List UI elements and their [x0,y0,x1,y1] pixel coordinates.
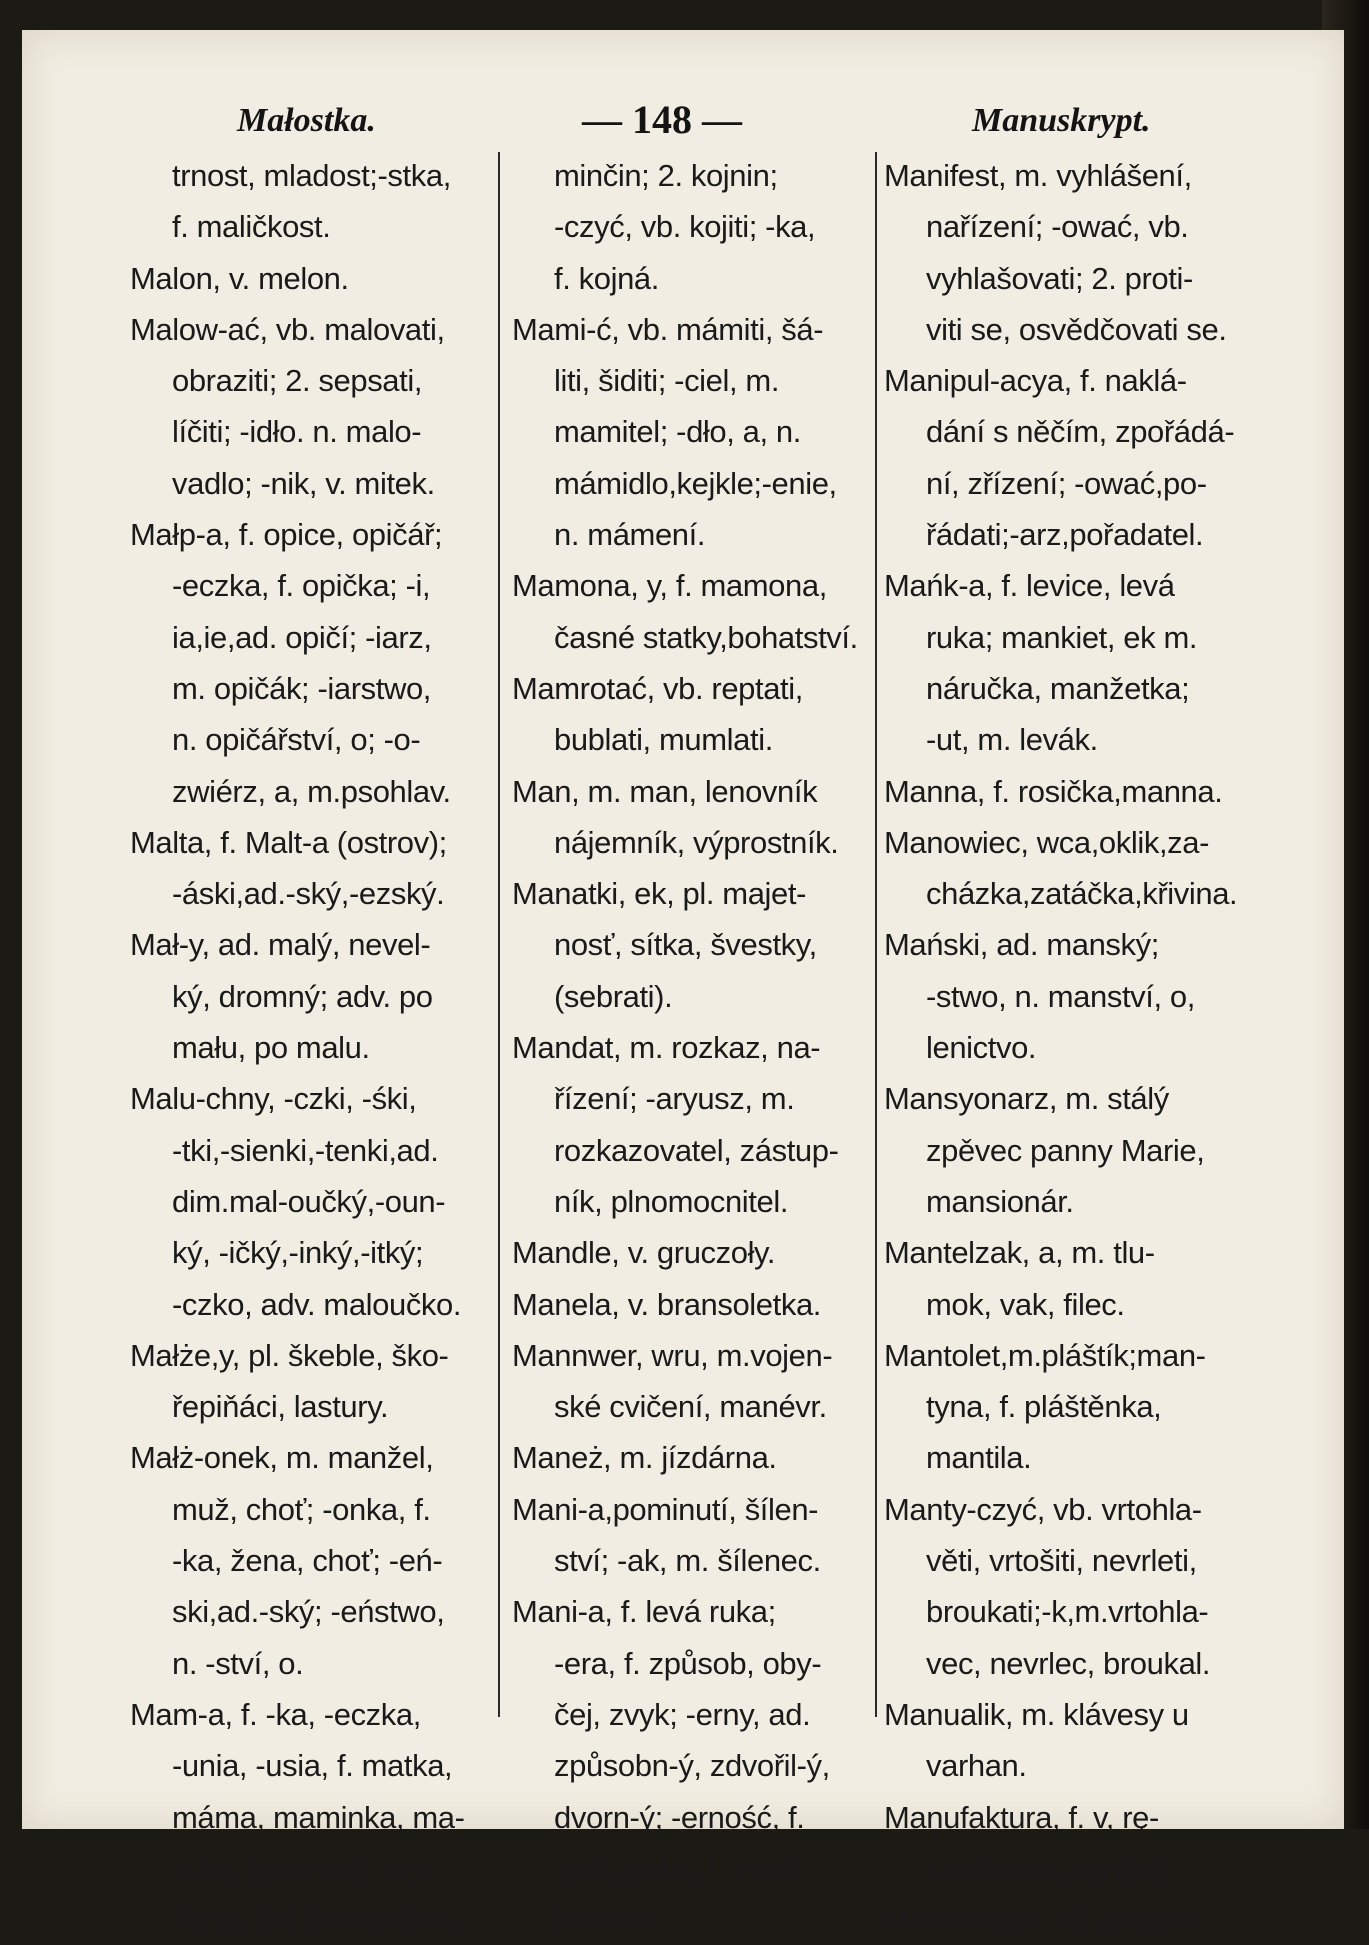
entry-continuation-line: liti, šiditi; -ciel, m. [554,363,780,399]
entry-headword-line: Manifest, m. vyhlášení, [884,158,1192,193]
entry-headword-line: Manipul-acya, f. naklá- [884,363,1187,399]
entry-continuation-line: řepiňáci, lastury. [172,1389,389,1425]
entry-continuation-line: -áski,ad.-ský,-ezský. [172,876,445,912]
entry-continuation-line: viti se, osvědčovati se. [926,311,1227,347]
entry-continuation-line: ruka; mankiet, ek m. [926,619,1198,655]
entry-headword-line: Mantelzak, a, m. tlu- [884,1235,1155,1271]
entry-continuation-line: ní, zřízení; -ować,po- [926,465,1207,501]
entry-continuation-line: nájemník, výprostník. [554,824,839,860]
entry-headword-line: Mamona, y, f. mamona, [512,568,827,604]
entry-continuation-line: -osť; -erka, f. polní [554,1850,799,1886]
entry-headword-line: Mamrotać, vb. reptati, [512,670,803,706]
entry-continuation-line: náručka, manžetka; [926,670,1190,706]
dictionary-page [22,30,1344,1938]
entry-continuation-line: -eczka, f. opička; -i, [172,568,431,604]
entry-continuation-line: ství; -ak, m. šílenec. [554,1543,821,1579]
entry-continuation-line: ník, plnomocnitel. [554,1183,789,1219]
entry-continuation-line: časné statky,bohatství. [554,619,858,655]
entry-continuation-line: zwiérz, a, m.psohlav. [172,773,451,809]
entry-headword-line: Małże,y, pl. škeble, ško- [130,1337,449,1373]
entry-continuation-line: dim.mal-oučký,-oun- [172,1183,446,1219]
header-right-guide-word: Manuskrypt. [972,102,1151,139]
entry-continuation-line: tyna, f. pláštěnka, [926,1389,1162,1425]
entry-continuation-line: ia,ie,ad. opičí; -iarz, [172,619,432,655]
entry-headword-line: Mał-y, ad. malý, nevel- [130,927,431,963]
entry-continuation-line: -czyn, ad. matčin,ma- [172,1902,460,1938]
entry-headword-line: Manty-czyć, vb. vrtohla- [884,1491,1202,1527]
entry-continuation-line: mantila. [926,1440,1032,1476]
entry-headword-line: Mansyonarz, m. stálý [884,1081,1169,1117]
entry-headword-line: Małż-onek, m. manžel, [130,1440,434,1476]
entry-continuation-line: n. mámení. [554,517,706,553]
entry-continuation-line: (sebrati). [554,978,673,1014]
entry-headword-line: Malu-chny, -czki, -śki, [130,1081,417,1117]
entry-headword-line: Małp-a, f. opice, opičář; [130,517,443,553]
entry-continuation-line: ký, -ičký,-inký,-itký; [172,1235,424,1271]
entry-continuation-line: zpěvec panny Marie, [926,1132,1205,1168]
entry-continuation-line: tička, matinka; -czy, [172,1850,434,1886]
entry-headword-line: Manufaktura, f. v, rę- [884,1799,1159,1835]
entry-headword-line: Manualik, m. klávesy u [884,1696,1189,1732]
entry-continuation-line: m. opičák; -iarstwo, [172,670,432,706]
entry-continuation-line: řízení; -aryusz, m. [554,1081,795,1117]
entry-continuation-line: máma, maminka, ma- [172,1799,465,1835]
entry-headword-line: Mańk-a, f. levice, levá [884,568,1175,604]
entry-continuation-line: lahevka. [554,1902,667,1938]
entry-continuation-line: nosť, sítka, švestky, [554,927,817,963]
entry-continuation-line: trnost, mladost;-stka, [172,158,451,193]
entry-continuation-line: lenictvo. [926,1030,1037,1066]
entry-continuation-line: muž, choť; -onka, f. [172,1491,431,1527]
entry-continuation-line: bublati, mumlati. [554,722,773,758]
entry-continuation-line: mamitel; -dło, a, n. [554,414,801,450]
entry-continuation-line: mału, po malu. [172,1030,370,1066]
entry-continuation-line: vadlo; -nik, v. mitek. [172,465,435,501]
entry-continuation-line: ký, dromný; adv. po [172,978,433,1014]
entry-headword-line: Manuskrypt, m. rukopis. [884,1902,1204,1938]
entry-continuation-line: líčiti; -idło. n. malo- [172,414,422,450]
entry-continuation-line: f. kojná. [554,260,659,296]
entry-continuation-line: -ka, žena, choť; -eń- [172,1543,443,1579]
column-right [884,150,1294,1945]
entry-headword-line: Manela, v. bransoletka. [512,1286,822,1322]
entry-continuation-line: vyhlašovati; 2. proti- [926,260,1193,296]
entry-headword-line: Mandle, v. gruczoły. [512,1235,776,1271]
entry-headword-line: Man, m. man, lenovník [512,773,818,809]
entry-headword-line: Mani-a,pominutí, šílen- [512,1491,819,1527]
entry-continuation-line: -ut, m. levák. [926,722,1098,758]
entry-continuation-line: varhan. [926,1748,1027,1784]
column-middle [512,150,892,1945]
entry-continuation-line: rozkazovatel, zástup- [554,1132,839,1168]
entry-continuation-line: n. -ství, o. [172,1645,304,1681]
entry-continuation-line: obraziti; 2. sepsati, [172,363,423,399]
entry-headword-line: Mannwer, wru, m.vojen- [512,1337,833,1373]
entry-continuation-line: nařízení; -ować, vb. [926,209,1189,245]
entry-headword-line: Manna, f. rosička,manna. [884,773,1223,809]
entry-continuation-line: f. maličkost. [172,209,331,245]
entry-headword-line: Mański, ad. manský; [884,927,1159,963]
entry-continuation-line: mok, vak, filec. [926,1286,1125,1322]
page-number: — 148 — [582,97,742,142]
entry-continuation-line: -czko, adv. maloučko. [172,1286,462,1322]
entry-continuation-line: mansionár. [926,1183,1074,1219]
entry-continuation-line: -unia, -usia, f. matka, [172,1748,453,1784]
entry-continuation-line: ské cvičení, manévr. [554,1389,827,1425]
entry-headword-line: Mantolet,m.pláštík;man- [884,1337,1206,1373]
entry-headword-line: Manatki, ek, pl. majet- [512,876,807,912]
column-left [130,150,500,1945]
entry-headword-line: Maneż, m. jízdárna. [512,1440,777,1476]
entry-headword-line: Mandat, m. rozkaz, na- [512,1030,821,1066]
entry-continuation-line: způsobn-ý, zdvořil-ý, [554,1748,830,1784]
entry-continuation-line: cházka,zatáčka,křivina. [926,876,1238,912]
entry-continuation-line: -stwo, n. manství, o, [926,978,1195,1014]
entry-continuation-line: broukati;-k,m.vrtohla- [926,1594,1209,1630]
entry-continuation-line: čej, zvyk; -erny, ad. [554,1696,811,1732]
entry-continuation-line: -czyć, vb. kojiti; -ka, [554,209,816,245]
entry-continuation-line: dání s něčím, zpořádá- [926,414,1235,450]
entry-headword-line: Malon, v. melon. [130,260,349,296]
entry-continuation-line: dvorn-ý; -erność, f. [554,1799,805,1835]
entry-headword-line: Malta, f. Malt-a (ostrov); [130,824,447,860]
entry-continuation-line: -era, f. způsob, oby- [554,1645,822,1681]
entry-continuation-line: kodzielnia, wyrób. [926,1850,1166,1886]
entry-continuation-line: minčin; 2. kojnin; [554,158,778,193]
entry-continuation-line: řádati;-arz,pořadatel. [926,517,1204,553]
entry-headword-line: Mami-ć, vb. mámiti, šá- [512,311,824,347]
entry-continuation-line: ski,ad.-ský; -eństwo, [172,1594,445,1630]
entry-headword-line: Malow-ać, vb. malovati, [130,311,445,347]
entry-continuation-line: n. opičářství, o; -o- [172,722,421,758]
entry-continuation-line: vec, nevrlec, broukal. [926,1645,1211,1681]
entry-headword-line: Mani-a, f. levá ruka; [512,1594,776,1630]
entry-continuation-line: mámidlo,kejkle;-enie, [554,465,837,501]
entry-headword-line: Mam-a, f. -ka, -eczka, [130,1696,421,1732]
entry-continuation-line: věti, vrtošiti, nevrleti, [926,1543,1197,1579]
entry-headword-line: Manowiec, wca,oklik,za- [884,824,1210,860]
entry-continuation-line: -tki,-sienki,-tenki,ad. [172,1132,439,1168]
header-left-guide-word: Małostka. [237,102,376,139]
